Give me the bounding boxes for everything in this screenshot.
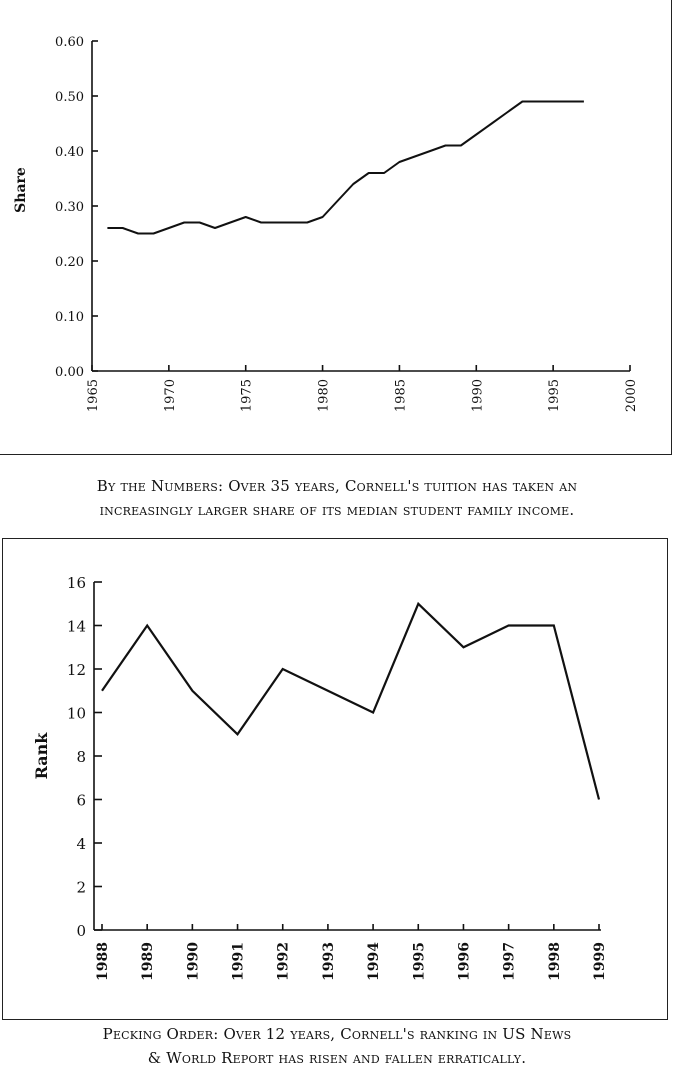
chart-2-y-axis-label: Rank xyxy=(32,732,51,780)
chart-1-x-tick-label: 1970 xyxy=(162,379,178,413)
chart-1-y-tick-label: 0.40 xyxy=(55,145,84,160)
chart-2-y-tick-label: 8 xyxy=(76,748,86,766)
chart-1-y-tick-label: 0.10 xyxy=(55,310,84,325)
chart-2-x-tick-label: 1997 xyxy=(501,942,518,981)
chart-2-x-tick-label: 1992 xyxy=(275,942,292,981)
chart-2-x-tick-label: 1996 xyxy=(456,942,473,981)
chart-2-x-tick-label: 1995 xyxy=(411,942,428,981)
chart-2-y-tick-label: 10 xyxy=(66,704,86,723)
chart-2-y-tick-label: 4 xyxy=(76,835,86,853)
chart-1-x-tick-label: 1975 xyxy=(239,379,255,413)
chart-1-y-tick-label: 0.60 xyxy=(55,35,84,50)
chart-2-x-tick-label: 1991 xyxy=(230,942,247,981)
chart-1-x-tick-label: 1990 xyxy=(470,379,486,413)
chart-1-caption-line-2: increasingly larger share of its median student family income. xyxy=(99,501,575,519)
chart-1-x-tick-label: 2000 xyxy=(624,379,639,413)
chart-2-y-tick-label: 0 xyxy=(76,922,86,940)
chart-2-series-line xyxy=(102,604,599,800)
chart-1-series-line xyxy=(107,102,584,234)
chart-2-x-tick-label: 1990 xyxy=(185,942,202,981)
chart-1-caption-line-1: By the Numbers: Over 35 years, Cornell's tuition has taken an xyxy=(96,477,578,495)
chart-1-y-axis-label: Share xyxy=(13,167,29,213)
chart-1-y-tick-label: 0.20 xyxy=(55,255,84,270)
chart-2-x-tick-label: 1994 xyxy=(366,942,383,981)
chart-1-y-tick-label: 0.50 xyxy=(55,90,84,105)
chart-1-x-tick-label: 1965 xyxy=(86,379,101,413)
chart-2-caption-line-2: & World Report has risen and fallen erratically. xyxy=(147,1049,527,1067)
chart-1-y-tick-label: 0.00 xyxy=(55,365,84,380)
chart-1-x-tick-label: 1980 xyxy=(316,379,332,413)
chart-2-caption xyxy=(0,1022,674,1070)
chart-1-y-tick-label: 0.30 xyxy=(55,200,84,215)
chart-2-x-tick-label: 1993 xyxy=(320,942,337,981)
chart-2-y-tick-label: 6 xyxy=(76,791,86,810)
chart-1-caption xyxy=(0,474,674,522)
chart-2-y-tick-label: 12 xyxy=(66,661,86,679)
chart-2-x-tick-label: 1999 xyxy=(592,942,608,981)
chart-2-x-tick-label: 1989 xyxy=(140,942,157,981)
chart-2-caption-line-1: Pecking Order: Over 12 years, Cornell's ranking in US News xyxy=(102,1025,572,1043)
chart-2-x-tick-label: 1988 xyxy=(95,942,111,981)
chart-2-x-tick-label: 1998 xyxy=(546,942,563,981)
chart-2-y-tick-label: 16 xyxy=(66,574,86,592)
chart-1-x-tick-label: 1985 xyxy=(393,379,409,413)
chart-1-x-tick-label: 1995 xyxy=(547,379,563,413)
chart-2-y-tick-label: 2 xyxy=(76,878,86,897)
chart-2-y-tick-label: 14 xyxy=(66,617,86,636)
